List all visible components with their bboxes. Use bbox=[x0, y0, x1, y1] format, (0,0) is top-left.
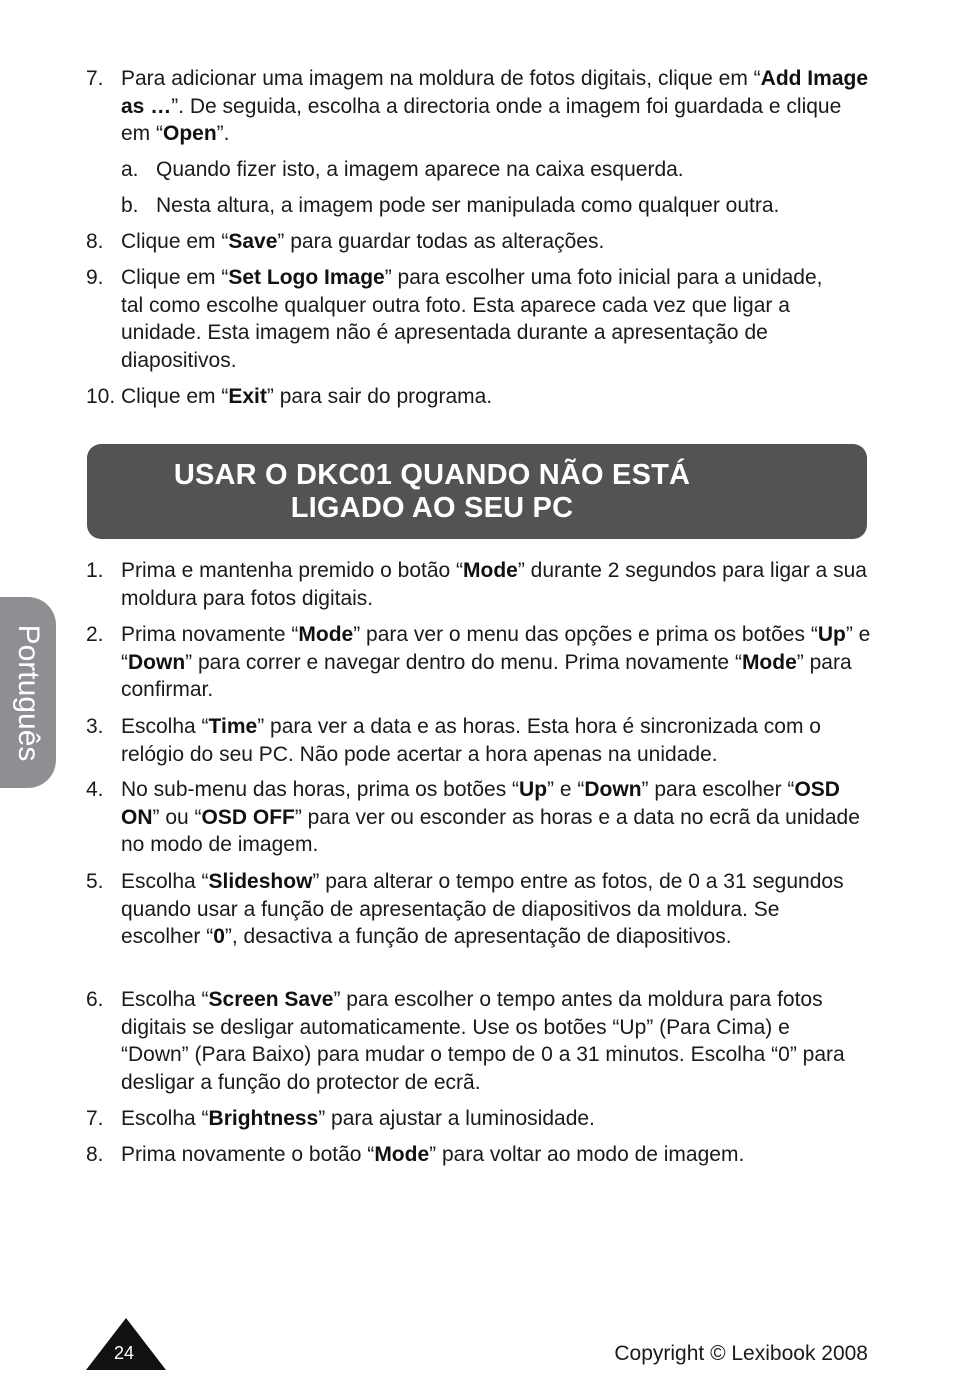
step-text: Escolha “Brightness” para ajustar a luminosidade. bbox=[121, 1107, 595, 1130]
step-text: Clique em “Exit” para sair do programa. bbox=[121, 385, 493, 408]
step-number: 7. bbox=[86, 67, 104, 90]
step-text: Prima novamente “Mode” para ver o menu das opções e prima os botões “Up” e “Down” para correr e navegar dentro do menu. Prima novamente “Mode” para confirmar. bbox=[121, 623, 871, 702]
page-number-triangle bbox=[86, 1318, 166, 1370]
substep-text: Nesta altura, a imagem pode ser manipulada como qualquer outra. bbox=[156, 194, 780, 217]
page-number: 24 bbox=[113, 1343, 135, 1363]
step-text: Clique em “Save” para guardar todas as alterações. bbox=[121, 230, 605, 253]
substep-b bbox=[121, 192, 876, 220]
step-number: 9. bbox=[86, 266, 104, 289]
step-7b bbox=[86, 1105, 876, 1133]
step-number: 8. bbox=[86, 230, 104, 253]
step-number: 5. bbox=[86, 870, 104, 893]
step-2 bbox=[86, 621, 876, 704]
step-7 bbox=[86, 65, 876, 148]
step-6 bbox=[86, 986, 876, 1096]
section-heading-banner bbox=[87, 444, 867, 539]
step-9 bbox=[86, 264, 876, 374]
step-8b bbox=[86, 1141, 876, 1169]
step-number: 4. bbox=[86, 778, 104, 801]
step-number: 10. bbox=[86, 385, 116, 408]
substep-letter: a. bbox=[121, 158, 139, 181]
substep-letter: b. bbox=[121, 194, 139, 217]
language-side-tab bbox=[0, 597, 56, 788]
step-4 bbox=[86, 776, 876, 859]
step-1 bbox=[86, 557, 876, 612]
step-8 bbox=[86, 228, 876, 256]
step-number: 1. bbox=[86, 559, 104, 582]
step-number: 6. bbox=[86, 988, 104, 1011]
step-text: Escolha “Slideshow” para alterar o tempo entre as fotos, de 0 a 31 segundos quando usar a função de apresentação de diapositivos da moldura. Se escolher “0”, desactiva a função de apresentação de diapositivos. bbox=[121, 870, 844, 949]
heading-line-2: LIGADO AO SEU PC bbox=[290, 491, 574, 524]
substep-a bbox=[121, 156, 876, 184]
step-number: 8. bbox=[86, 1143, 104, 1166]
step-number: 7. bbox=[86, 1107, 104, 1130]
step-text: Prima e mantenha premido o botão “Mode” durante 2 segundos para ligar a sua moldura para fotos digitais. bbox=[121, 559, 867, 610]
heading-line-1: USAR O DKC01 QUANDO NÃO ESTÁ bbox=[173, 458, 691, 491]
step-number: 3. bbox=[86, 715, 104, 738]
step-5 bbox=[86, 868, 876, 951]
step-text: Clique em “Set Logo Image” para escolher uma foto inicial para a unidade, tal como escolhe qualquer outra foto. Esta aparece cada vez que ligar a unidade. Esta imagem não é apresentada durante a apresentação de diapositivos. bbox=[121, 266, 823, 372]
step-number: 2. bbox=[86, 623, 104, 646]
step-text: Escolha “Time” para ver a data e as horas. Esta hora é sincronizada com o relógio do seu PC. Não pode acertar a hora apenas na unidade. bbox=[121, 715, 821, 766]
step-text: No sub-menu das horas, prima os botões “Up” e “Down” para escolher “OSD ON” ou “OSD OFF” para ver ou esconder as horas e a data no ecrã da unidade no modo de imagem. bbox=[121, 778, 860, 857]
step-3 bbox=[86, 713, 876, 768]
step-text: Para adicionar uma imagem na moldura de fotos digitais, clique em “Add Image as …”. De seguida, escolha a directoria onde a imagem foi guardada e clique em “Open”. bbox=[121, 67, 869, 146]
step-text: Prima novamente o botão “Mode” para voltar ao modo de imagem. bbox=[121, 1143, 745, 1166]
step-10 bbox=[86, 383, 876, 411]
step-text: Escolha “Screen Save” para escolher o tempo antes da moldura para fotos digitais se desligar automaticamente. Use os botões “Up” (Para Cima) e “Down” (Para Baixo) para mudar o tempo de 0 a 31 minutos. Escolha “0” para desligar a função do protector de ecrã. bbox=[121, 988, 845, 1094]
copyright-text: Copyright © Lexibook 2008 bbox=[614, 1342, 868, 1365]
language-label: Português bbox=[12, 624, 45, 761]
substep-text: Quando fizer isto, a imagem aparece na caixa esquerda. bbox=[156, 158, 684, 181]
